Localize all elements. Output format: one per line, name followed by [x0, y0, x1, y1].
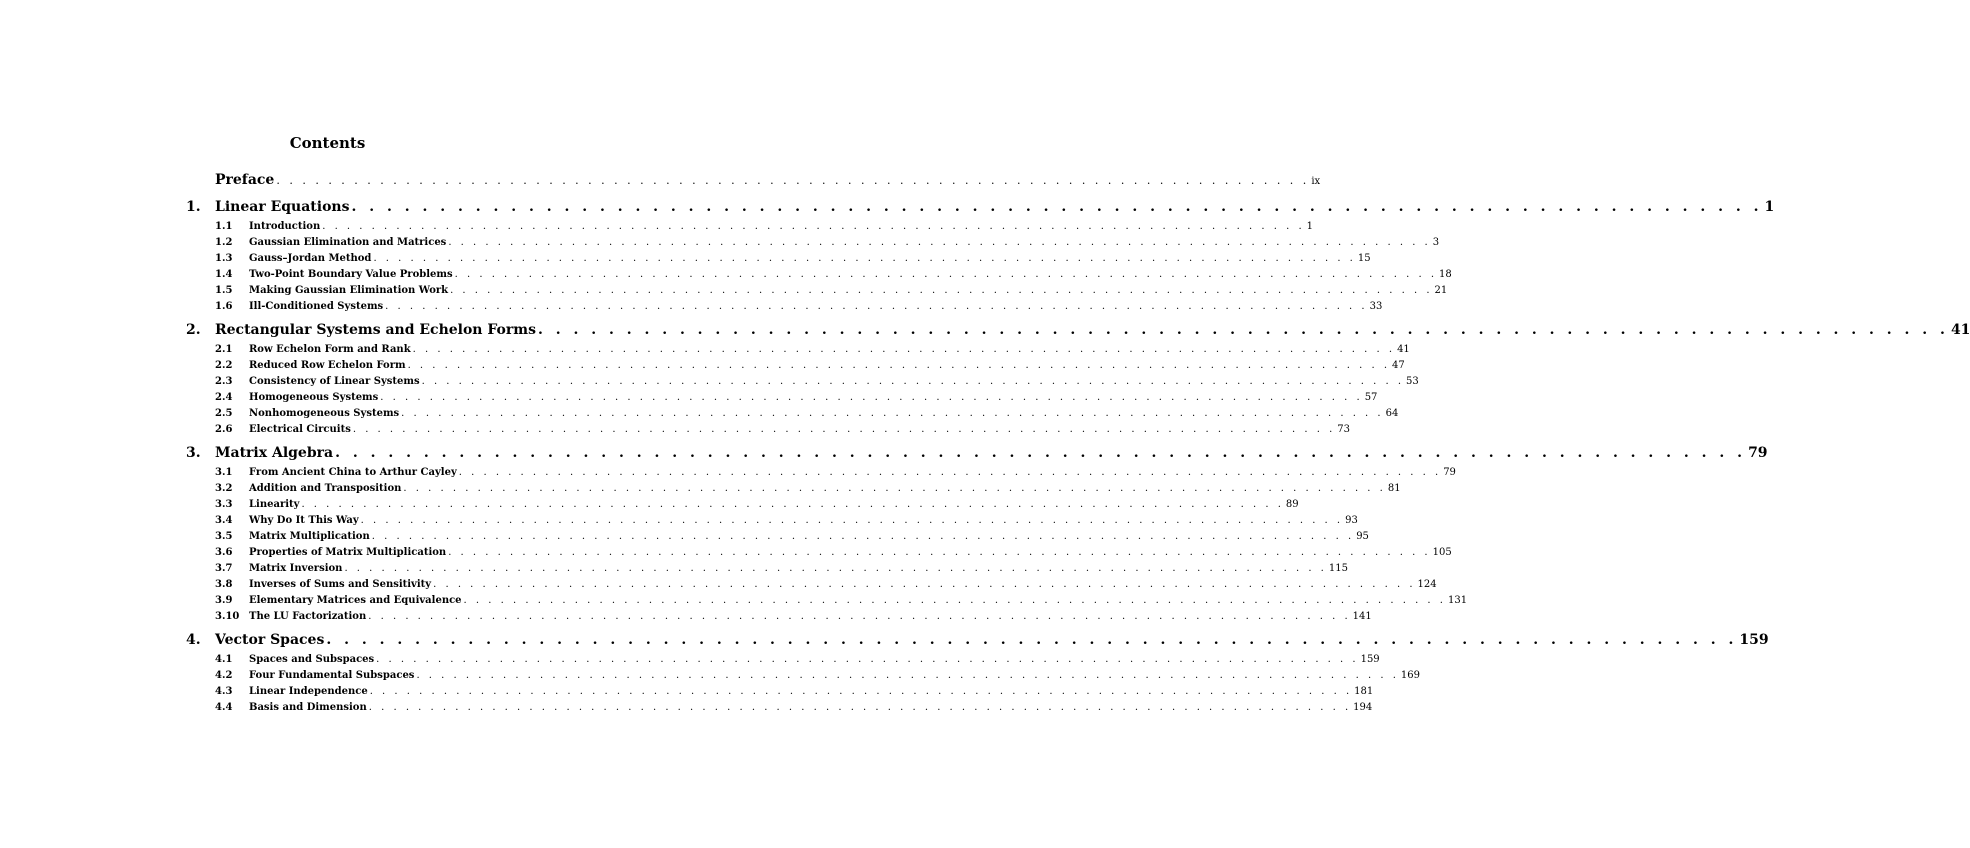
section-number: 3.4 — [215, 515, 233, 526]
section-number: 3.7 — [215, 563, 233, 574]
section-number: 2.2 — [215, 360, 233, 371]
section-title: Homogeneous Systems — [249, 392, 379, 403]
toc-section[interactable] — [215, 253, 1371, 269]
toc-section[interactable] — [215, 611, 1372, 627]
section-number: 4.2 — [215, 670, 233, 681]
section-page: 89 — [1285, 499, 1299, 510]
section-title: The LU Factorization — [249, 611, 367, 622]
section-page: 3 — [1432, 237, 1440, 248]
dot-leader: . . . . . . . . . . . . . . . . . . . . . . . . . . . . . . . . . . . . . . . . . . . . . . . . . . . . . . . . . . . . . . . . . . . . . . . . . . . . . . . . — [448, 547, 1431, 558]
section-page: 57 — [1364, 392, 1378, 403]
section-page: 105 — [1432, 547, 1452, 558]
toc-section[interactable] — [215, 301, 1383, 317]
section-page: 194 — [1353, 702, 1373, 713]
toc-section[interactable] — [215, 424, 1350, 440]
chapter-number: 4. — [186, 632, 201, 648]
dot-leader: . . . . . . . . . . . . . . . . . . . . . . . . . . . . . . . . . . . . . . . . . . . . . . . . . . . . . . . . . . . . . . . . . . . . . . . . . . . . . . . . — [448, 237, 1431, 248]
toc-section[interactable] — [215, 531, 1369, 547]
chapter-number: 2. — [186, 322, 201, 338]
section-page: 131 — [1447, 595, 1468, 606]
dot-leader: . . . . . . . . . . . . . . . . . . . . . . . . . . . . . . . . . . . . . . . . . . . . . . . . . . . . . . . . . . . . . . . . . . . . . . . . . . . . . . . . — [454, 269, 1438, 280]
dot-leader: . . . . . . . . . . . . . . . . . . . . . . . . . . . . . . . . . . . . . . . . . . . . . . . . . . . . . . . . . . . . . . . . . . . . . . . . . . . . . . . . — [371, 531, 1355, 542]
section-number: 3.10 — [215, 611, 240, 622]
dot-leader: . . . . . . . . . . . . . . . . . . . . . . . . . . . . . . . . . . . . . . . . . . . . . . . . . . . . . . . . . . . . . . . . . . . . . . . . . . . . . . . . — [537, 322, 1949, 338]
toc-section[interactable] — [215, 285, 1448, 301]
chapter-page: 79 — [1748, 445, 1768, 461]
section-number: 2.4 — [215, 392, 233, 403]
toc-section[interactable] — [215, 595, 1468, 611]
section-title: Linear Independence — [249, 686, 368, 697]
section-number: 1.5 — [215, 285, 233, 296]
section-title: Spaces and Subspaces — [249, 654, 375, 665]
section-number: 3.3 — [215, 499, 233, 510]
section-title: Introduction — [249, 221, 321, 232]
section-page: 124 — [1417, 579, 1437, 590]
section-title: Making Gaussian Elimination Work — [249, 285, 449, 296]
section-title: Reduced Row Echelon Form — [249, 360, 406, 371]
table-of-contents — [186, 172, 1970, 718]
chapter-number: 1. — [186, 199, 201, 215]
section-title: Addition and Transposition — [249, 483, 402, 494]
chapter-page: 159 — [1739, 632, 1769, 648]
dot-leader: . . . . . . . . . . . . . . . . . . . . . . . . . . . . . . . . . . . . . . . . . . . . . . . . . . . . . . . . . . . . . . . . . . . . . . . . . . . . . . . . — [326, 632, 1738, 648]
section-title: Matrix Inversion — [249, 563, 343, 574]
chapter-title: Matrix Algebra — [215, 445, 334, 461]
section-title: Electrical Circuits — [249, 424, 351, 435]
dot-leader: . . . . . . . . . . . . . . . . . . . . . . . . . . . . . . . . . . . . . . . . . . . . . . . . . . . . . . . . . . . . . . . . . . . . . . . . . . . . . . . . — [335, 445, 1747, 461]
dot-leader: . . . . . . . . . . . . . . . . . . . . . . . . . . . . . . . . . . . . . . . . . . . . . . . . . . . . . . . . . . . . . . . . . . . . . . . . . . . . . . . . — [344, 563, 1327, 574]
toc-section[interactable] — [215, 344, 1410, 360]
section-page: 95 — [1356, 531, 1369, 542]
toc-section[interactable] — [215, 579, 1437, 595]
section-page: 15 — [1357, 253, 1371, 264]
section-page: 79 — [1443, 467, 1456, 478]
section-title: Inverses of Sums and Sensitivity — [249, 579, 432, 590]
section-title: Ill-Conditioned Systems — [249, 301, 384, 312]
toc-section[interactable] — [215, 376, 1419, 392]
section-page: 18 — [1439, 269, 1452, 280]
section-page: 73 — [1337, 424, 1350, 435]
section-title: Row Echelon Form and Rank — [249, 344, 411, 355]
section-page: 41 — [1397, 344, 1410, 355]
toc-chapter[interactable] — [186, 632, 1769, 654]
section-number: 3.6 — [215, 547, 233, 558]
toc-section[interactable] — [215, 237, 1440, 253]
section-title: Basis and Dimension — [249, 702, 367, 713]
section-page: 1 — [1306, 221, 1314, 232]
section-title: Elementary Matrices and Equivalence — [249, 595, 462, 606]
section-number: 4.4 — [215, 702, 233, 713]
section-title: Gauss–Jordan Method — [249, 253, 372, 264]
section-number: 4.3 — [215, 686, 233, 697]
toc-chapter[interactable] — [186, 322, 1970, 344]
dot-leader: . . . . . . . . . . . . . . . . . . . . . . . . . . . . . . . . . . . . . . . . . . . . . . . . . . . . . . . . . . . . . . . . . . . . . . . . . . . . . . . . — [407, 360, 1390, 371]
toc-section[interactable] — [215, 547, 1452, 563]
chapter-number: 3. — [186, 445, 201, 461]
section-title: Two-Point Boundary Value Problems — [249, 269, 453, 280]
section-number: 2.5 — [215, 408, 233, 419]
section-number: 2.6 — [215, 424, 233, 435]
dot-leader: . . . . . . . . . . . . . . . . . . . . . . . . . . . . . . . . . . . . . . . . . . . . . . . . . . . . . . . . . . . . . . . . . . . . . . . . . . . . . . . . — [301, 499, 1284, 510]
toc-section[interactable] — [215, 499, 1299, 515]
dot-leader: . . . . . . . . . . . . . . . . . . . . . . . . . . . . . . . . . . . . . . . . . . . . . . . . . . . . . . . . . . . . . . . . . . . . . . . . . . . . . . . . — [450, 285, 1433, 296]
section-number: 4.1 — [215, 654, 233, 665]
section-page: 159 — [1360, 654, 1380, 665]
chapter-title: Linear Equations — [215, 199, 350, 215]
section-title: Matrix Multiplication — [249, 531, 370, 542]
section-number: 1.1 — [215, 221, 233, 232]
dot-leader: . . . . . . . . . . . . . . . . . . . . . . . . . . . . . . . . . . . . . . . . . . . . . . . . . . . . . . . . . . . . . . . . . . . . . . . . . . . . . . . . — [276, 174, 1310, 187]
chapter-title: Vector Spaces — [215, 632, 325, 648]
section-title: Properties of Matrix Multiplication — [249, 547, 447, 558]
section-page: 53 — [1406, 376, 1419, 387]
dot-leader: . . . . . . . . . . . . . . . . . . . . . . . . . . . . . . . . . . . . . . . . . . . . . . . . . . . . . . . . . . . . . . . . . . . . . . . . . . . . . . . . — [369, 686, 1353, 697]
dot-leader: . . . . . . . . . . . . . . . . . . . . . . . . . . . . . . . . . . . . . . . . . . . . . . . . . . . . . . . . . . . . . . . . . . . . . . . . . . . . . . . . — [373, 253, 1356, 264]
section-page: 47 — [1392, 360, 1405, 371]
section-number: 3.1 — [215, 467, 233, 478]
dot-leader: . . . . . . . . . . . . . . . . . . . . . . . . . . . . . . . . . . . . . . . . . . . . . . . . . . . . . . . . . . . . . . . . . . . . . . . . . . . . . . . . — [385, 301, 1368, 312]
section-page: 169 — [1400, 670, 1420, 681]
dot-leader: . . . . . . . . . . . . . . . . . . . . . . . . . . . . . . . . . . . . . . . . . . . . . . . . . . . . . . . . . . . . . . . . . . . . . . . . . . . . . . . . — [433, 579, 1416, 590]
toc-entry-label: Preface — [215, 172, 275, 188]
toc-section[interactable] — [215, 269, 1452, 285]
toc-entry-page: ix — [1311, 176, 1321, 187]
section-number: 3.2 — [215, 483, 233, 494]
section-number: 1.4 — [215, 269, 233, 280]
dot-leader: . . . . . . . . . . . . . . . . . . . . . . . . . . . . . . . . . . . . . . . . . . . . . . . . . . . . . . . . . . . . . . . . . . . . . . . . . . . . . . . . — [368, 611, 1351, 622]
section-title: Consistency of Linear Systems — [249, 376, 420, 387]
toc-section[interactable] — [215, 563, 1348, 579]
toc-section[interactable] — [215, 686, 1374, 702]
toc-section[interactable] — [215, 702, 1373, 718]
dot-leader: . . . . . . . . . . . . . . . . . . . . . . . . . . . . . . . . . . . . . . . . . . . . . . . . . . . . . . . . . . . . . . . . . . . . . . . . . . . . . . . . — [360, 515, 1344, 526]
toc-section[interactable] — [215, 360, 1405, 376]
section-title: Linearity — [249, 499, 300, 510]
section-number: 2.1 — [215, 344, 233, 355]
dot-leader: . . . . . . . . . . . . . . . . . . . . . . . . . . . . . . . . . . . . . . . . . . . . . . . . . . . . . . . . . . . . . . . . . . . . . . . . . . . . . . . . — [376, 654, 1359, 665]
section-number: 1.6 — [215, 301, 233, 312]
toc-section[interactable] — [215, 392, 1378, 408]
toc-entry-preface[interactable] — [215, 172, 1321, 194]
section-title: Why Do It This Way — [249, 515, 359, 526]
section-number: 2.3 — [215, 376, 233, 387]
section-number: 1.3 — [215, 253, 233, 264]
dot-leader: . . . . . . . . . . . . . . . . . . . . . . . . . . . . . . . . . . . . . . . . . . . . . . . . . . . . . . . . . . . . . . . . . . . . . . . . . . . . . . . . — [458, 467, 1442, 478]
toc-section[interactable] — [215, 654, 1380, 670]
toc-chapter[interactable] — [186, 199, 1775, 221]
dot-leader: . . . . . . . . . . . . . . . . . . . . . . . . . . . . . . . . . . . . . . . . . . . . . . . . . . . . . . . . . . . . . . . . . . . . . . . . . . . . . . . . — [412, 344, 1396, 355]
section-page: 141 — [1352, 611, 1372, 622]
page-title: Contents — [289, 134, 366, 152]
section-number: 3.5 — [215, 531, 233, 542]
section-title: Gaussian Elimination and Matrices — [249, 237, 447, 248]
section-title: From Ancient China to Arthur Cayley — [249, 467, 457, 478]
section-page: 64 — [1385, 408, 1399, 419]
section-number: 3.9 — [215, 595, 233, 606]
section-page: 181 — [1354, 686, 1374, 697]
section-number: 3.8 — [215, 579, 233, 590]
section-page: 93 — [1345, 515, 1358, 526]
dot-leader: . . . . . . . . . . . . . . . . . . . . . . . . . . . . . . . . . . . . . . . . . . . . . . . . . . . . . . . . . . . . . . . . . . . . . . . . . . . . . . . . — [421, 376, 1405, 387]
dot-leader: . . . . . . . . . . . . . . . . . . . . . . . . . . . . . . . . . . . . . . . . . . . . . . . . . . . . . . . . . . . . . . . . . . . . . . . . . . . . . . . . — [416, 670, 1399, 681]
toc-section[interactable] — [215, 408, 1399, 424]
chapter-title: Rectangular Systems and Echelon Forms — [215, 322, 536, 338]
chapter-page: 1 — [1764, 199, 1775, 215]
dot-leader: . . . . . . . . . . . . . . . . . . . . . . . . . . . . . . . . . . . . . . . . . . . . . . . . . . . . . . . . . . . . . . . . . . . . . . . . . . . . . . . . — [380, 392, 1363, 403]
section-page: 115 — [1328, 563, 1348, 574]
section-page: 33 — [1369, 301, 1383, 312]
section-number: 1.2 — [215, 237, 233, 248]
toc-section[interactable] — [215, 221, 1314, 237]
toc-section[interactable] — [215, 483, 1401, 499]
dot-leader: . . . . . . . . . . . . . . . . . . . . . . . . . . . . . . . . . . . . . . . . . . . . . . . . . . . . . . . . . . . . . . . . . . . . . . . . . . . . . . . . — [322, 221, 1305, 232]
section-title: Nonhomogeneous Systems — [249, 408, 400, 419]
section-page: 81 — [1387, 483, 1401, 494]
toc-section[interactable] — [215, 670, 1420, 686]
dot-leader: . . . . . . . . . . . . . . . . . . . . . . . . . . . . . . . . . . . . . . . . . . . . . . . . . . . . . . . . . . . . . . . . . . . . . . . . . . . . . . . . — [351, 199, 1763, 215]
dot-leader: . . . . . . . . . . . . . . . . . . . . . . . . . . . . . . . . . . . . . . . . . . . . . . . . . . . . . . . . . . . . . . . . . . . . . . . . . . . . . . . . — [463, 595, 1446, 606]
toc-chapter[interactable] — [186, 445, 1768, 467]
dot-leader: . . . . . . . . . . . . . . . . . . . . . . . . . . . . . . . . . . . . . . . . . . . . . . . . . . . . . . . . . . . . . . . . . . . . . . . . . . . . . . . . — [368, 702, 1352, 713]
dot-leader: . . . . . . . . . . . . . . . . . . . . . . . . . . . . . . . . . . . . . . . . . . . . . . . . . . . . . . . . . . . . . . . . . . . . . . . . . . . . . . . . — [403, 483, 1386, 494]
dot-leader: . . . . . . . . . . . . . . . . . . . . . . . . . . . . . . . . . . . . . . . . . . . . . . . . . . . . . . . . . . . . . . . . . . . . . . . . . . . . . . . . — [352, 424, 1336, 435]
section-title: Four Fundamental Subspaces — [249, 670, 415, 681]
section-page: 21 — [1434, 285, 1448, 296]
toc-section[interactable] — [215, 467, 1456, 483]
chapter-page: 41 — [1950, 322, 1970, 338]
dot-leader: . . . . . . . . . . . . . . . . . . . . . . . . . . . . . . . . . . . . . . . . . . . . . . . . . . . . . . . . . . . . . . . . . . . . . . . . . . . . . . . . — [401, 408, 1384, 419]
toc-section[interactable] — [215, 515, 1358, 531]
